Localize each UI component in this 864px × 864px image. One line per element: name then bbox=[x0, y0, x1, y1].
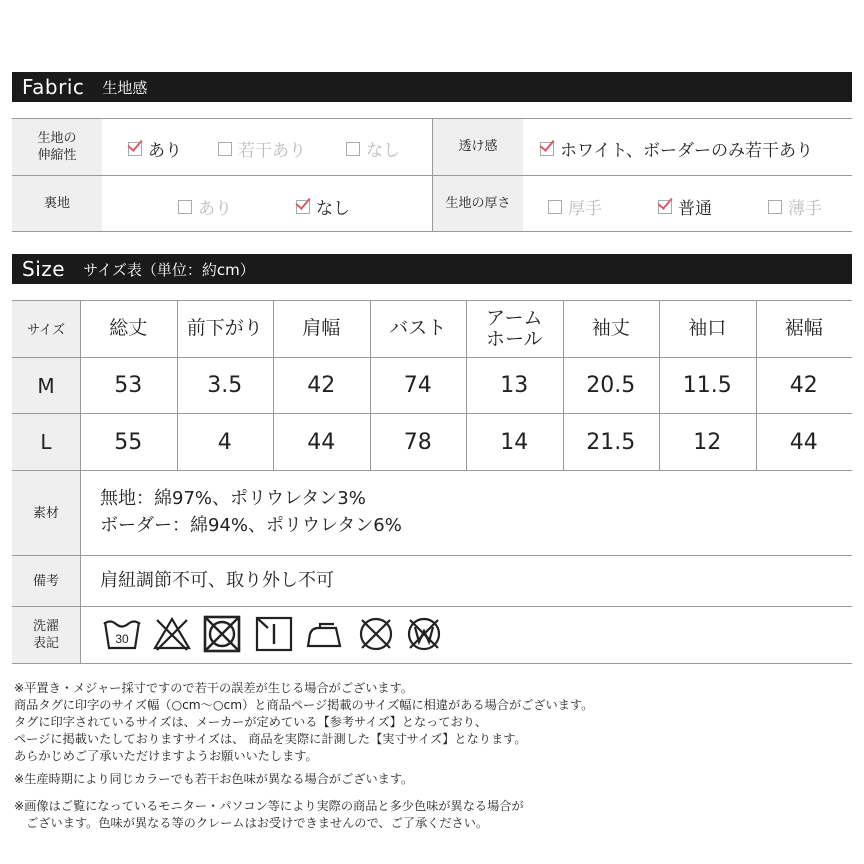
size-grid-line bbox=[563, 300, 564, 471]
size-header-cell: バスト bbox=[389, 317, 447, 339]
option-thin[interactable] bbox=[768, 194, 822, 219]
size-value-cell: 11.5 bbox=[682, 373, 732, 398]
size-value-cell: 14 bbox=[500, 429, 529, 455]
fabric-label-thickness-text: 生地の厚さ bbox=[445, 196, 511, 211]
checkbox-icon bbox=[178, 200, 192, 214]
iron-low-icon bbox=[304, 614, 344, 654]
size-value-cell: 13 bbox=[500, 373, 529, 398]
fabric-title-ja: 生地感 bbox=[102, 78, 148, 97]
note-line: ※画像はご覧になっているモニター・パソコン等により実際の商品と多少色味が異なる場合が bbox=[14, 799, 524, 813]
size-grid-line bbox=[80, 300, 81, 471]
fabric-header bbox=[12, 72, 852, 102]
fabric-label-stretch-text: 生地の 伸縮性 bbox=[37, 130, 77, 163]
checkbox-checked-icon bbox=[128, 142, 142, 156]
size-header-cell: 裾幅 bbox=[784, 317, 823, 339]
fabric-label-sheer bbox=[433, 118, 523, 175]
checkbox-icon bbox=[218, 142, 232, 156]
line-dry-shade-icon bbox=[254, 614, 294, 654]
size-grid-line bbox=[12, 357, 852, 358]
checkbox-checked-icon bbox=[296, 200, 310, 214]
checkbox-icon bbox=[346, 142, 360, 156]
size-header bbox=[12, 254, 852, 284]
care-label bbox=[12, 607, 80, 663]
size-header-cell: 前下がり bbox=[186, 317, 263, 339]
option-label: あり bbox=[148, 141, 182, 161]
material-text bbox=[100, 485, 402, 539]
remarks-label bbox=[12, 556, 80, 606]
size-value-cell: 42 bbox=[307, 373, 336, 398]
material-line: ボーダー：綿94%、ポリウレタン6% bbox=[100, 515, 402, 536]
option-stretch-slight[interactable] bbox=[218, 136, 306, 161]
size-label-cell: M bbox=[12, 358, 80, 413]
size-grid-line bbox=[273, 300, 274, 471]
size-header-cell: 総丈 bbox=[109, 317, 148, 339]
wash-30-icon bbox=[102, 614, 142, 654]
care-label-text: 洗濯 表記 bbox=[32, 619, 59, 651]
note-line: あらかじめご了承いただけますようお願いいたします。 bbox=[14, 749, 318, 763]
size-value-cell: 3.5 bbox=[207, 373, 243, 398]
size-grid-line bbox=[12, 413, 852, 414]
option-label: 普通 bbox=[678, 199, 712, 219]
option-label: 若干あり bbox=[238, 141, 306, 161]
option-sheer-white-border[interactable] bbox=[540, 136, 813, 161]
option-label: なし bbox=[366, 141, 400, 161]
size-value-cell: 4 bbox=[217, 429, 232, 455]
size-value-cell: 53 bbox=[114, 373, 143, 398]
option-stretch-none[interactable] bbox=[346, 136, 400, 161]
wash-temp-text: 30 bbox=[115, 632, 129, 646]
size-header-cell: 袖口 bbox=[688, 317, 727, 339]
option-label: 薄手 bbox=[788, 199, 822, 219]
size-grid-line bbox=[370, 300, 371, 471]
no-bleach-icon bbox=[152, 614, 192, 654]
size-value-cell: 74 bbox=[403, 373, 432, 398]
option-thick[interactable] bbox=[548, 194, 602, 219]
fabric-label-thickness bbox=[433, 176, 523, 231]
option-label: あり bbox=[198, 199, 232, 219]
option-stretch-yes[interactable] bbox=[128, 136, 182, 161]
note-line: ※生産時期により同じカラーでも若干お色味が異なる場合がございます。 bbox=[14, 772, 414, 786]
remarks-text: 肩紐調節不可、取り外し不可 bbox=[100, 570, 334, 591]
size-grid-line bbox=[177, 300, 178, 471]
size-value-cell: 44 bbox=[789, 429, 818, 455]
no-tumble-dry-icon bbox=[202, 614, 242, 654]
size-label-cell: L bbox=[12, 414, 80, 470]
size-value-cell: 12 bbox=[693, 429, 722, 455]
size-header-cell: サイズ bbox=[12, 300, 80, 357]
size-title-en: Size bbox=[22, 257, 66, 281]
fabric-label-lining bbox=[12, 176, 102, 231]
size-header-cell: アーム ホール bbox=[485, 306, 543, 350]
fabric-label-sheer-text: 透け感 bbox=[458, 139, 498, 154]
size-grid-line bbox=[12, 300, 852, 301]
material-label bbox=[12, 471, 80, 555]
fabric-title-en: Fabric bbox=[22, 75, 85, 99]
size-value-cell: 78 bbox=[403, 429, 432, 455]
size-header-cell: 袖丈 bbox=[591, 317, 630, 339]
note-line: タグに印字されているサイズは、メーカーが定めている【参考サイズ】となっており、 bbox=[14, 715, 488, 729]
note-line: ※平置き・メジャー採寸ですので若干の誤差が生じる場合がございます。 bbox=[14, 681, 413, 695]
size-value-cell: 44 bbox=[307, 429, 336, 455]
option-lining-none[interactable] bbox=[296, 194, 350, 219]
checkbox-checked-icon bbox=[540, 142, 554, 156]
note-line: ございます。色味が異なる等のクレームはお受けできませんので、ご了承ください。 bbox=[14, 816, 489, 830]
size-grid-line bbox=[756, 300, 757, 471]
option-lining-yes[interactable] bbox=[178, 194, 232, 219]
option-normal[interactable] bbox=[658, 194, 712, 219]
material-label-text: 素材 bbox=[32, 505, 59, 521]
checkbox-checked-icon bbox=[658, 200, 672, 214]
note-line: ページに掲載いたしておりますサイズは、 商品を実際に計測した【実寸サイズ】となります。 bbox=[14, 732, 527, 746]
size-grid-line bbox=[12, 470, 852, 471]
size-value-cell: 20.5 bbox=[586, 373, 636, 398]
size-title-ja: サイズ表（単位：約cm） bbox=[83, 260, 255, 279]
size-grid-line bbox=[466, 300, 467, 471]
option-label: ホワイト、ボーダーのみ若干あり bbox=[560, 141, 813, 161]
size-value-cell: 55 bbox=[114, 429, 143, 455]
size-grid-line bbox=[659, 300, 660, 471]
no-dry-clean-icon bbox=[356, 614, 396, 654]
no-wet-clean-icon bbox=[404, 614, 444, 654]
size-value-cell: 42 bbox=[789, 373, 818, 398]
option-label: なし bbox=[316, 199, 350, 219]
material-line: 無地：綿97%、ポリウレタン3% bbox=[100, 488, 366, 509]
fabric-label-stretch bbox=[12, 118, 102, 175]
checkbox-icon bbox=[548, 200, 562, 214]
size-header-cell: 肩幅 bbox=[302, 317, 341, 339]
checkbox-icon bbox=[768, 200, 782, 214]
remarks-label-text: 備考 bbox=[32, 573, 59, 589]
note-line: 商品タグに印字のサイズ幅（○cm〜○cm）と商品ページ掲載のサイズ幅に相違がある場合がございます。 bbox=[14, 698, 594, 712]
size-value-cell: 21.5 bbox=[586, 429, 636, 455]
option-label: 厚手 bbox=[568, 199, 602, 219]
fabric-label-lining-text: 裏地 bbox=[43, 196, 70, 211]
